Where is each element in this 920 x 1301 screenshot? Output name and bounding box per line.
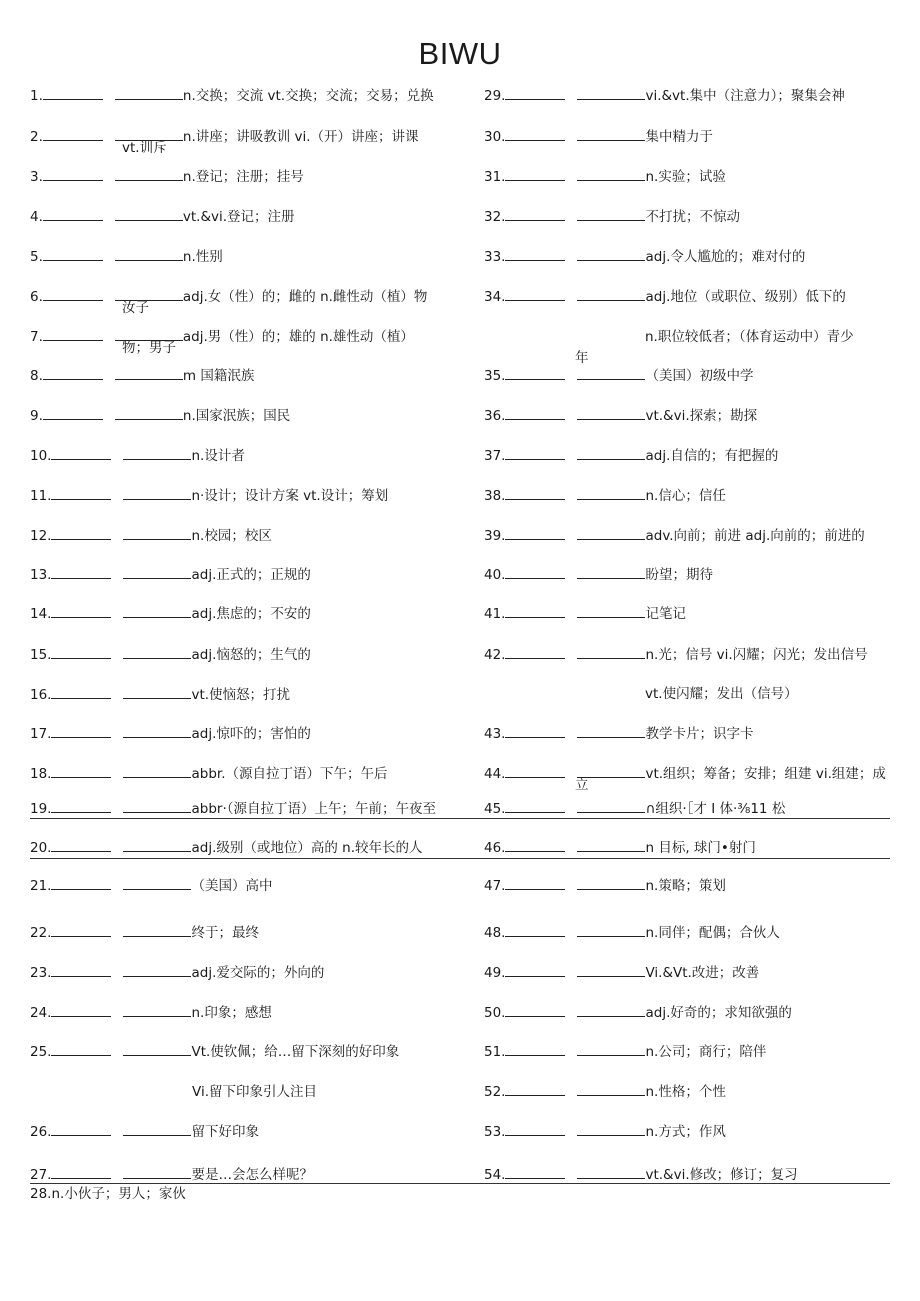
vocab-item (30, 645, 311, 666)
vocab-item (484, 1003, 792, 1024)
item-number: 45. (484, 801, 506, 817)
vocab-item (484, 799, 785, 820)
answer-blank[interactable] (505, 486, 565, 500)
divider-line (30, 818, 890, 819)
answer-blank[interactable] (51, 1042, 111, 1056)
vocab-item (30, 327, 414, 348)
item-definition: 终于；最终 (191, 925, 259, 941)
vocab-item (30, 406, 290, 427)
item-definition: abbr.（源自拉丁语）下午；午后 (191, 766, 388, 782)
item-definition-continued: Vi.留下印象引人注目 (192, 1084, 317, 1100)
item-number: 31. (484, 169, 506, 185)
item-definition-continued: 立 (575, 777, 589, 793)
answer-blank[interactable] (505, 838, 565, 852)
answer-blank[interactable] (505, 406, 565, 420)
item-definition: vt.&vi.登记；注册 (182, 209, 295, 225)
divider-line (30, 858, 890, 859)
answer-blank[interactable] (577, 446, 645, 460)
item-number: 22. (30, 925, 52, 941)
answer-blank[interactable] (577, 838, 645, 852)
item-number: 3. (30, 169, 43, 185)
vocab-item (30, 446, 245, 467)
item-number: 25. (30, 1044, 52, 1060)
answer-blank[interactable] (577, 645, 645, 659)
item-definition-continued: 物；男子 (122, 340, 176, 356)
answer-blank[interactable] (123, 764, 191, 778)
item-number: 29. (484, 88, 506, 104)
answer-blank[interactable] (577, 86, 645, 100)
item-definition: adj.爱交际的；外向的 (191, 965, 325, 981)
item-definition: n.方式；作风 (645, 1124, 726, 1140)
vocab-item (30, 167, 304, 188)
vocab-item (484, 1042, 766, 1063)
item-definition: 要是…会怎么样呢？ (191, 1167, 313, 1183)
answer-blank[interactable] (51, 876, 111, 890)
answer-blank[interactable] (577, 406, 645, 420)
item-number: 48. (484, 925, 506, 941)
item-definition: adj.令人尴尬的；难对付的 (645, 249, 806, 265)
answer-blank[interactable] (43, 247, 103, 261)
item-definition: n.印象；感想 (191, 1005, 272, 1021)
answer-blank[interactable] (43, 406, 103, 420)
item-definition: adj.好奇的；求知欲强的 (645, 1005, 792, 1021)
answer-blank[interactable] (43, 86, 103, 100)
divider-line (30, 1183, 890, 1184)
item-definition: vt.使恼怒；打扰 (191, 687, 291, 703)
vocab-item (30, 1042, 399, 1063)
vocab-item (484, 604, 686, 625)
vocab-item (484, 366, 753, 387)
answer-blank[interactable] (123, 446, 191, 460)
answer-blank[interactable] (51, 604, 111, 618)
answer-blank[interactable] (505, 366, 565, 380)
item-definition: n·设计；设计方案 vt.设计；筹划 (191, 488, 389, 504)
item-definition: 记笔记 (645, 606, 686, 622)
item-number: 15. (30, 647, 52, 663)
item-definition: n.校园；校区 (191, 528, 272, 544)
answer-blank[interactable] (577, 1042, 645, 1056)
item-definition: adj.焦虑的；不安的 (191, 606, 311, 622)
answer-blank[interactable] (577, 127, 645, 141)
vocab-item (30, 287, 427, 308)
vocab-item (30, 764, 388, 785)
answer-blank[interactable] (43, 167, 103, 181)
answer-blank[interactable] (577, 167, 645, 181)
vocab-item (30, 685, 290, 706)
answer-blank[interactable] (505, 1122, 565, 1136)
vocab-item (30, 86, 434, 107)
answer-blank[interactable] (51, 486, 111, 500)
answer-blank[interactable] (115, 86, 183, 100)
item-definition-continued: vt.使闪耀；发出（信号） (645, 686, 798, 702)
item-definition: adj.正式的；正规的 (191, 567, 311, 583)
answer-blank[interactable] (505, 287, 565, 301)
item-number: 33. (484, 249, 506, 265)
item-number: 7. (30, 329, 43, 345)
vocab-item (484, 167, 726, 188)
answer-blank[interactable] (505, 1042, 565, 1056)
item-number: 52. (484, 1084, 506, 1100)
answer-blank[interactable] (577, 207, 645, 221)
vocab-item (484, 876, 726, 897)
answer-blank[interactable] (51, 1165, 111, 1179)
answer-blank[interactable] (577, 366, 645, 380)
item-number: 24. (30, 1005, 52, 1021)
vocab-item (30, 127, 419, 148)
vocab-item (484, 1122, 726, 1143)
answer-blank[interactable] (51, 645, 111, 659)
item-number: 38. (484, 488, 506, 504)
answer-blank[interactable] (577, 604, 645, 618)
item-definition: 留下好印象 (191, 1124, 259, 1140)
answer-blank[interactable] (505, 86, 565, 100)
answer-blank[interactable] (123, 923, 191, 937)
answer-blank[interactable] (123, 1003, 191, 1017)
item-definition: n.登记；注册；挂号 (182, 169, 304, 185)
item-number: 13. (30, 567, 52, 583)
item-definition-continued: 汝子 (122, 300, 149, 316)
item-definition-continued: vt.训斥 (122, 140, 167, 156)
item-definition: n.策略；策划 (645, 878, 726, 894)
item-definition: n.光；信号 vi.闪耀；闪光；发出信号 (645, 647, 868, 663)
item-number: 18. (30, 766, 52, 782)
answer-blank[interactable] (577, 486, 645, 500)
answer-blank[interactable] (123, 963, 191, 977)
item-definition: adj.恼怒的；生气的 (191, 647, 311, 663)
vocab-item (484, 207, 740, 228)
item-number: 39. (484, 528, 506, 544)
vocab-item (484, 963, 759, 984)
item-number: 6. (30, 289, 43, 305)
answer-blank[interactable] (505, 963, 565, 977)
vocab-item (484, 287, 846, 308)
vocab-item (30, 1122, 259, 1143)
vocab-item (484, 127, 713, 148)
answer-blank[interactable] (51, 565, 111, 579)
answer-blank[interactable] (577, 963, 645, 977)
answer-blank[interactable] (577, 247, 645, 261)
answer-blank[interactable] (51, 963, 111, 977)
vocab-item (484, 724, 753, 745)
answer-blank[interactable] (577, 1003, 645, 1017)
item-number: 14. (30, 606, 52, 622)
item-definition: n.讲座；讲吸教训 vi.（开）讲座；讲课 (182, 129, 419, 145)
answer-blank[interactable] (123, 724, 191, 738)
item-definition: n.设计者 (191, 448, 245, 464)
vocab-item (484, 565, 713, 586)
vocab-item (30, 923, 259, 944)
answer-blank[interactable] (43, 287, 103, 301)
item-number: 27. (30, 1167, 52, 1183)
item-number: 16. (30, 687, 52, 703)
item-definition: n 目标, 球门•射门 (645, 840, 756, 856)
item-number: 12. (30, 528, 52, 544)
answer-blank[interactable] (505, 724, 565, 738)
item-number: 4. (30, 209, 43, 225)
vocab-item (484, 247, 805, 268)
answer-blank[interactable] (505, 526, 565, 540)
vocab-item (484, 86, 845, 107)
answer-blank[interactable] (51, 1122, 111, 1136)
item-definition: adv.向前；前进 adj.向前的；前进的 (645, 528, 865, 544)
item-number: 1. (30, 88, 43, 104)
vocab-item (484, 406, 757, 427)
item-number: 40. (484, 567, 506, 583)
item-definition: 教学卡片；识字卡 (645, 726, 754, 742)
item-number: 47. (484, 878, 506, 894)
answer-blank[interactable] (51, 838, 111, 852)
item-number: 34. (484, 289, 506, 305)
answer-blank[interactable] (505, 247, 565, 261)
item-definition: n.同伴；配偶；合伙人 (645, 925, 780, 941)
item-definition: vt.&vi.探索；勘探 (645, 408, 758, 424)
item-number: 46. (484, 840, 506, 856)
answer-blank[interactable] (123, 876, 191, 890)
item-number: 51. (484, 1044, 506, 1060)
answer-blank[interactable] (43, 327, 103, 341)
item-number: 43. (484, 726, 506, 742)
vocab-item (484, 764, 886, 785)
item-number: 26. (30, 1124, 52, 1140)
answer-blank[interactable] (505, 446, 565, 460)
item-definition: adj.级别（或地位）高的 n.较年长的人 (191, 840, 423, 856)
item-definition: adj.自信的；有把握的 (645, 448, 779, 464)
vocab-item (30, 526, 272, 547)
answer-blank[interactable] (51, 923, 111, 937)
vocab-item (484, 645, 868, 666)
item-number: 20. (30, 840, 52, 856)
vocab-item (30, 207, 295, 228)
item-definition: vt.&vi.修改；修订；复习 (645, 1167, 798, 1183)
answer-blank[interactable] (577, 1082, 645, 1096)
item-definition: abbr·（源自拉丁语）上午；午前；午夜至 (191, 801, 436, 817)
item-number: 19. (30, 801, 52, 817)
vocab-item (484, 526, 865, 547)
answer-blank[interactable] (577, 724, 645, 738)
vocab-item (30, 247, 223, 268)
answer-blank[interactable] (115, 366, 183, 380)
item-definition: n.信心；信任 (645, 488, 726, 504)
item-number: 53. (484, 1124, 506, 1140)
answer-blank[interactable] (123, 838, 191, 852)
item-definition: n.交换；交流 vt.交换；交流；交易；兑换 (182, 88, 434, 104)
item-number: 8. (30, 368, 43, 384)
item-number: 54. (484, 1167, 506, 1183)
answer-blank[interactable] (51, 764, 111, 778)
item-definition: adj.地位（或职位、级别）低下的 (645, 289, 846, 305)
footer-item: 28.n.小伙子；男人；家伙 (30, 1186, 186, 1202)
vocab-item (30, 366, 254, 387)
answer-blank[interactable] (123, 565, 191, 579)
item-number: 30. (484, 129, 506, 145)
item-number: 44. (484, 766, 506, 782)
answer-blank[interactable] (51, 446, 111, 460)
answer-blank[interactable] (123, 645, 191, 659)
vocab-item (30, 876, 272, 897)
item-number: 9. (30, 408, 43, 424)
answer-blank[interactable] (43, 366, 103, 380)
answer-blank[interactable] (115, 167, 183, 181)
item-definition: n.实验；试验 (645, 169, 726, 185)
item-definition: vt.组织；筹备；安排；组建 vi.组建；成 (645, 766, 886, 782)
answer-blank[interactable] (505, 876, 565, 890)
answer-blank[interactable] (577, 1122, 645, 1136)
answer-blank[interactable] (123, 799, 191, 813)
item-number: 10. (30, 448, 52, 464)
answer-blank[interactable] (123, 1122, 191, 1136)
vocab-item (484, 1082, 726, 1103)
item-number: 5. (30, 249, 43, 265)
answer-blank[interactable] (505, 923, 565, 937)
vocab-item (30, 838, 423, 859)
answer-blank[interactable] (505, 207, 565, 221)
item-definition: 集中精力于 (645, 129, 713, 145)
answer-blank[interactable] (505, 1082, 565, 1096)
answer-blank[interactable] (115, 406, 183, 420)
vocab-item (30, 963, 324, 984)
answer-blank[interactable] (505, 1165, 565, 1179)
item-definition: Vt.使钦佩；给…留下深刻的好印象 (191, 1044, 400, 1060)
item-number: 32. (484, 209, 506, 225)
vocab-item (484, 446, 778, 467)
answer-blank[interactable] (123, 604, 191, 618)
vocab-item (484, 923, 780, 944)
vocab-item (30, 486, 388, 507)
item-definition: m 国籍泯族 (182, 368, 255, 384)
answer-blank[interactable] (51, 799, 111, 813)
vocab-item (30, 724, 311, 745)
answer-blank[interactable] (577, 526, 645, 540)
answer-blank[interactable] (577, 923, 645, 937)
answer-blank[interactable] (51, 526, 111, 540)
answer-blank[interactable] (577, 1165, 645, 1179)
item-number: 21. (30, 878, 52, 894)
answer-blank[interactable] (123, 1042, 191, 1056)
item-number: 36. (484, 408, 506, 424)
item-definition: n.公司；商行；陪伴 (645, 1044, 767, 1060)
item-definition-continued: 年 (575, 350, 589, 366)
answer-blank[interactable] (123, 486, 191, 500)
item-definition: 盼望；期待 (645, 567, 713, 583)
answer-blank[interactable] (577, 799, 645, 813)
answer-blank[interactable] (505, 604, 565, 618)
item-definition: adj.惊吓的；害怕的 (191, 726, 311, 742)
answer-blank[interactable] (123, 1165, 191, 1179)
item-number: 2. (30, 129, 43, 145)
answer-blank[interactable] (505, 565, 565, 579)
answer-blank[interactable] (505, 764, 565, 778)
item-definition: n.国家泯族；国民 (182, 408, 291, 424)
answer-blank[interactable] (51, 724, 111, 738)
item-number: 41. (484, 606, 506, 622)
answer-blank[interactable] (123, 685, 191, 699)
item-definition: 不打扰；不惊动 (645, 209, 740, 225)
answer-blank[interactable] (505, 799, 565, 813)
vocab-item (30, 799, 436, 820)
item-number: 23. (30, 965, 52, 981)
answer-blank[interactable] (115, 207, 183, 221)
answer-blank[interactable] (51, 1003, 111, 1017)
item-number: 50. (484, 1005, 506, 1021)
item-definition: vi.&vt.集中（注意力）；聚集会神 (645, 88, 845, 104)
answer-blank[interactable] (43, 207, 103, 221)
answer-blank[interactable] (505, 1003, 565, 1017)
vocab-item (30, 604, 311, 625)
answer-blank[interactable] (505, 167, 565, 181)
answer-blank[interactable] (577, 287, 645, 301)
vocab-item (30, 1003, 272, 1024)
vocab-item (484, 838, 756, 859)
answer-blank[interactable] (505, 645, 565, 659)
answer-blank[interactable] (51, 685, 111, 699)
item-number: 49. (484, 965, 506, 981)
answer-blank[interactable] (115, 247, 183, 261)
answer-blank[interactable] (123, 526, 191, 540)
page-title: BIWU (418, 36, 502, 71)
item-definition: Vi.&Vt.改进；改善 (645, 965, 760, 981)
item-definition: adj.男（性）的；雄的 n.雄性动（植） (182, 329, 414, 345)
item-definition-continued: n.职位较低者；（体育运动中）青少 (645, 329, 854, 345)
answer-blank[interactable] (43, 127, 103, 141)
answer-blank[interactable] (577, 876, 645, 890)
item-definition: adj.女（性）的；雌的 n.雌性动（植）物 (182, 289, 428, 305)
item-definition: （美国）高中 (191, 878, 273, 894)
item-number: 17. (30, 726, 52, 742)
item-number: 11. (30, 488, 52, 504)
item-number: 35. (484, 368, 506, 384)
item-number: 37. (484, 448, 506, 464)
item-definition: n.性别 (182, 249, 223, 265)
vocab-item (30, 565, 311, 586)
answer-blank[interactable] (505, 127, 565, 141)
item-number: 42. (484, 647, 506, 663)
item-definition: （美国）初级中学 (645, 368, 754, 384)
item-definition: n.性格；个性 (645, 1084, 726, 1100)
item-definition: ∩组织·［才 I 体·⅜11 松 (645, 801, 786, 817)
vocab-item (484, 486, 726, 507)
answer-blank[interactable] (577, 565, 645, 579)
